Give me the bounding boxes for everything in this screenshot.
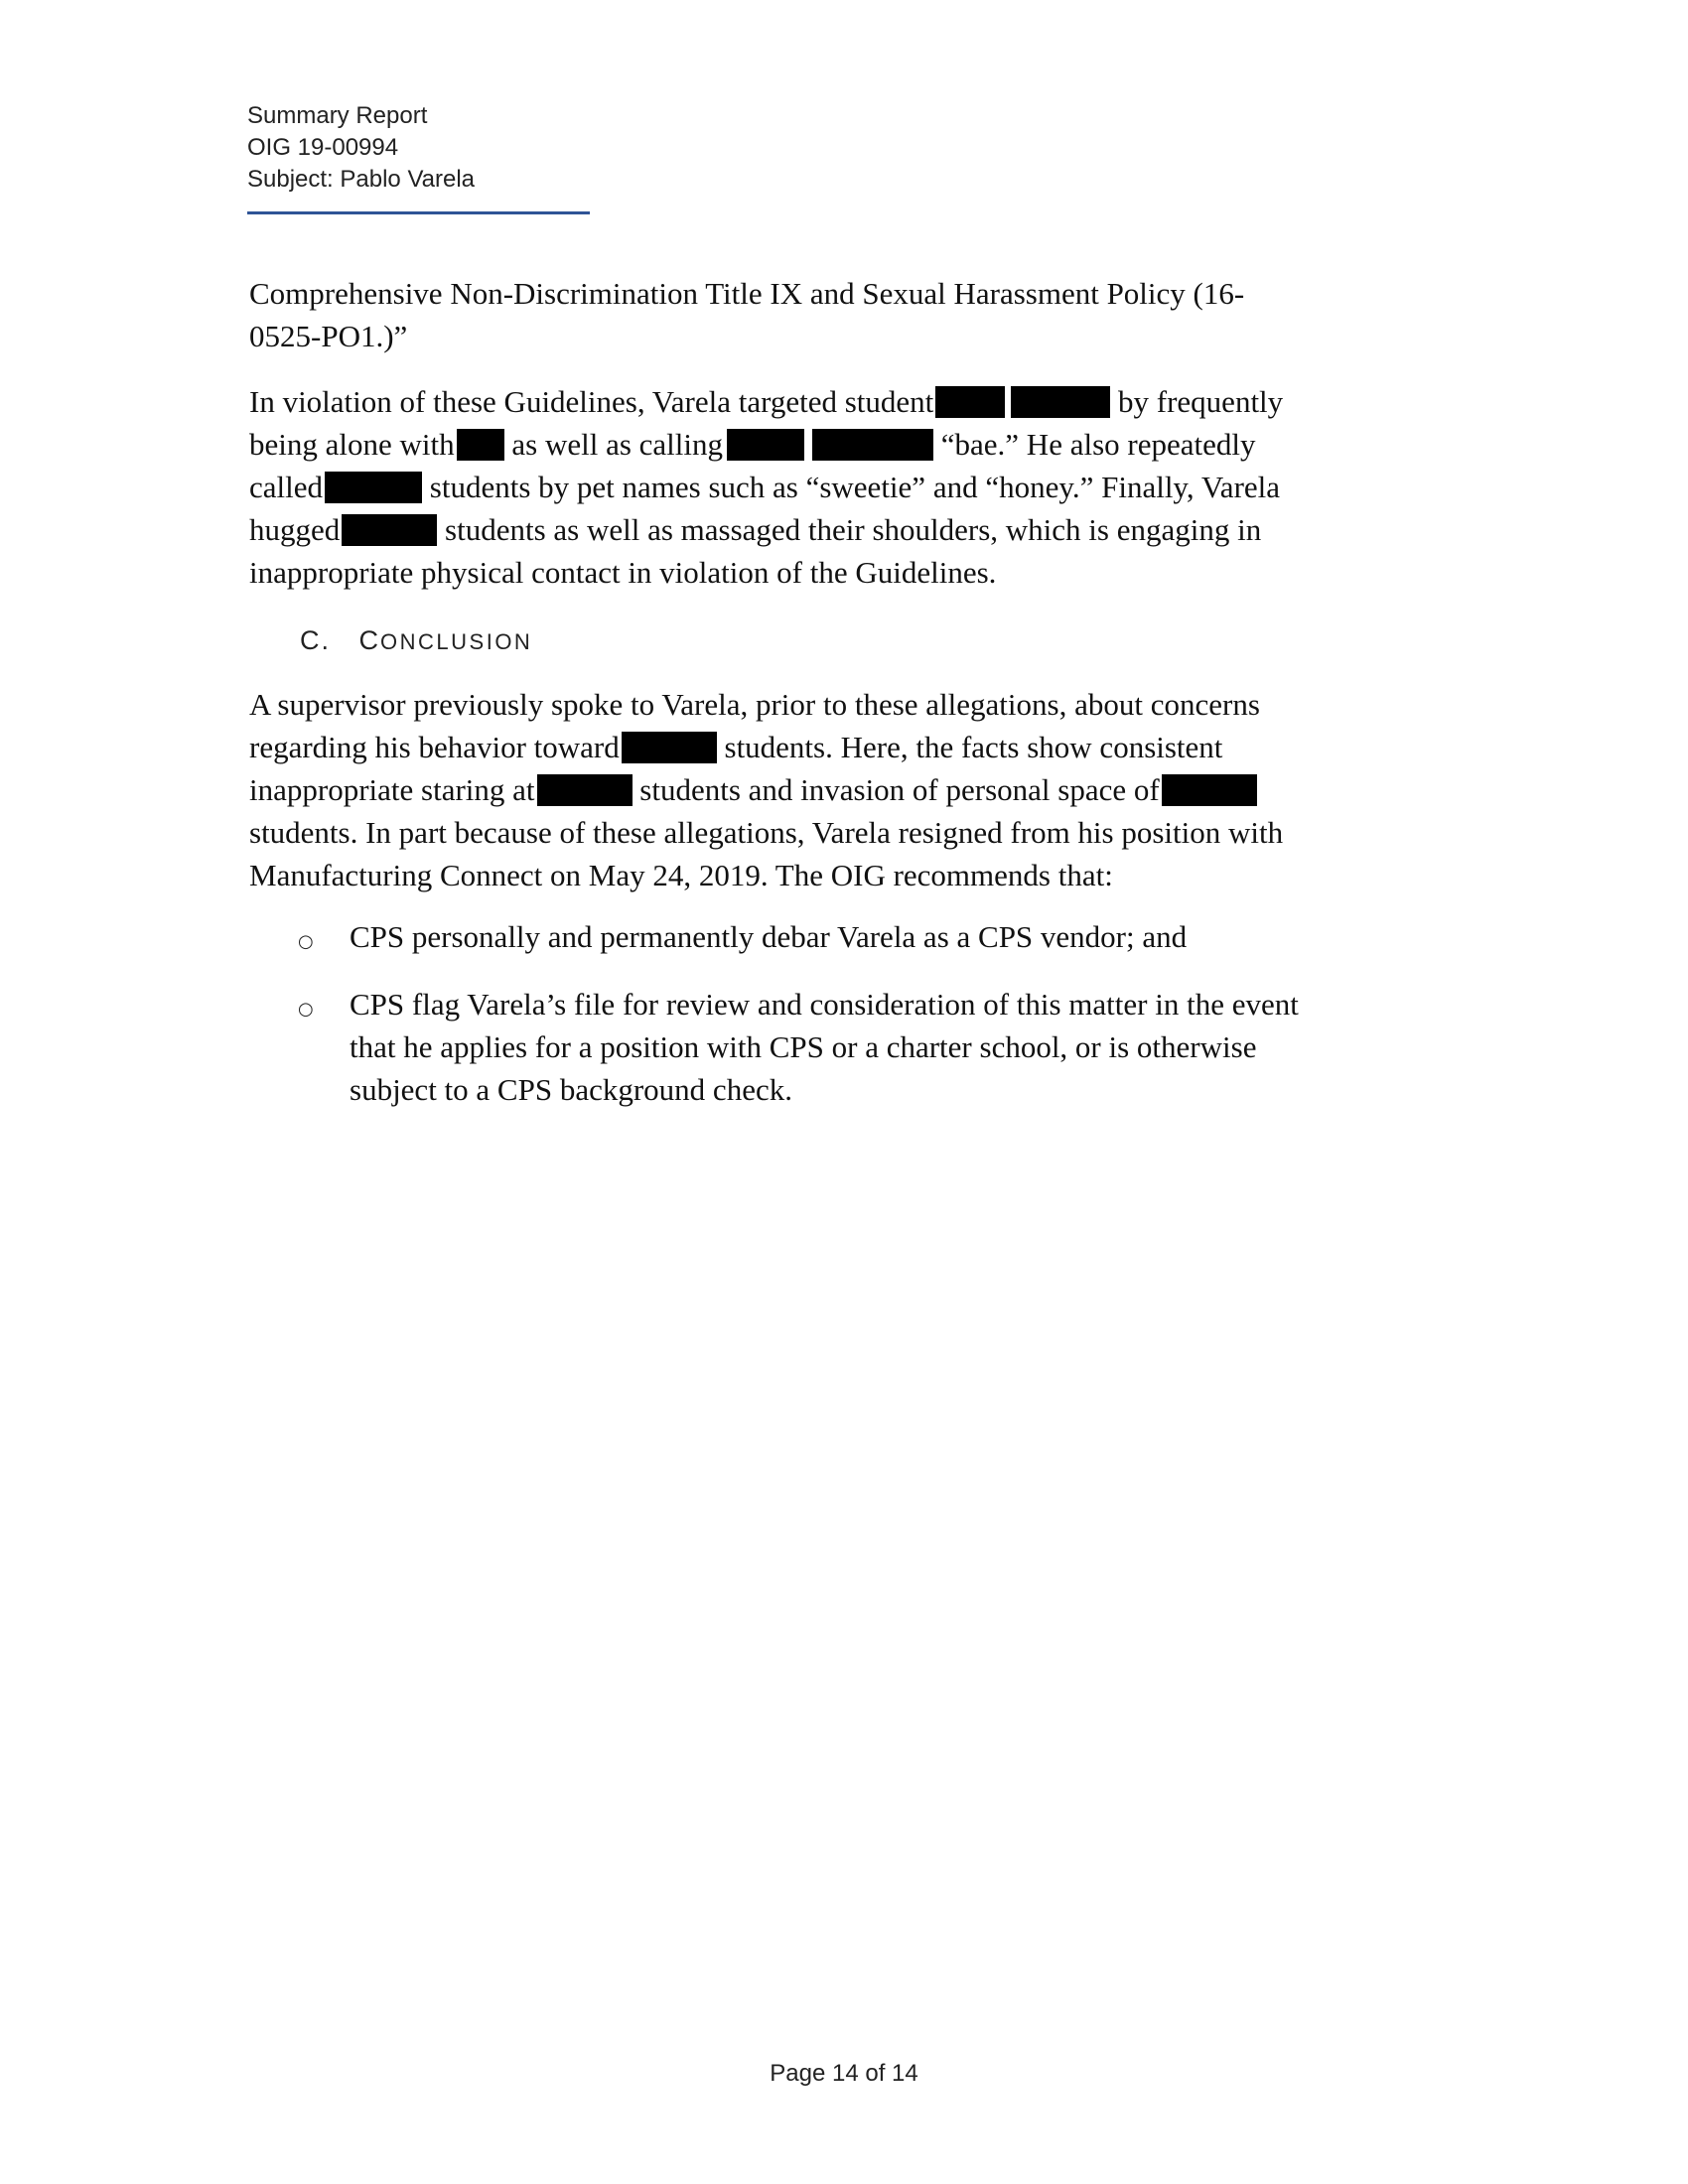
redaction-block <box>727 429 804 461</box>
text-line: CPS flag Varela’s file for review and consideration of this matter in the event <box>350 987 1299 1022</box>
text-line: that he applies for a position with CPS or a charter school, or is otherwise <box>350 1029 1257 1064</box>
text-line: hugged students as well as massaged their shoulders, which is engaging in <box>249 512 1262 547</box>
section-letter: C. <box>300 625 331 655</box>
redaction-block <box>342 514 437 546</box>
recommendation-text <box>350 915 1472 958</box>
redaction-block <box>812 429 933 461</box>
text-line: called students by pet names such as “sweetie” and “honey.” Finally, Varela <box>249 470 1281 504</box>
text-line: A supervisor previously spoke to Varela, prior to these allegations, about concerns <box>249 687 1260 722</box>
policy-reference-paragraph <box>249 272 1461 357</box>
text-line: Manufacturing Connect on May 24, 2019. The OIG recommends that: <box>249 858 1113 892</box>
header-case-number: OIG 19-00994 <box>247 134 399 161</box>
header-subject: Subject: Pablo Varela <box>247 166 476 193</box>
header-divider <box>247 211 590 214</box>
text-line: inappropriate staring at students and invasion of personal space of <box>249 768 1461 811</box>
recommendation-text <box>350 983 1472 1111</box>
header-report-title: Summary Report <box>247 102 428 129</box>
page-number: Page 14 of 14 <box>770 2060 918 2087</box>
text-line: regarding his behavior toward students. Here, the facts show consistent <box>249 730 1223 764</box>
redaction-block <box>1011 386 1110 418</box>
section-title-rest: ONCLUSION <box>380 629 533 654</box>
redaction-block <box>537 774 633 806</box>
page-header <box>247 100 475 196</box>
text-line: 0525-PO1.)” <box>249 319 408 353</box>
section-title-initial: C <box>358 625 381 655</box>
redaction-block <box>935 386 1005 418</box>
text-line: inappropriate physical contact in violation of the Guidelines. <box>249 555 997 590</box>
violation-paragraph <box>249 380 1461 594</box>
redaction-block <box>325 472 422 503</box>
hollow-circle-bullet-icon: ○ <box>298 931 314 952</box>
conclusion-paragraph <box>249 683 1461 896</box>
text-line: being alone with as well as calling “bae.” He also repeatedly <box>249 427 1256 462</box>
redaction-block <box>1162 774 1257 806</box>
text-line: Comprehensive Non-Discrimination Title IX and Sexual Harassment Policy (16- <box>249 276 1245 311</box>
text-line: CPS personally and permanently debar Varela as a CPS vendor; and <box>350 919 1188 954</box>
redaction-block <box>622 732 717 763</box>
text-line: students. In part because of these allegations, Varela resigned from his position with <box>249 815 1284 850</box>
redaction-block <box>457 429 504 461</box>
hollow-circle-bullet-icon: ○ <box>298 999 314 1020</box>
text-line: In violation of these Guidelines, Varela targeted student by frequently <box>249 384 1284 419</box>
section-heading-conclusion <box>300 625 532 656</box>
text-line: subject to a CPS background check. <box>350 1072 792 1107</box>
